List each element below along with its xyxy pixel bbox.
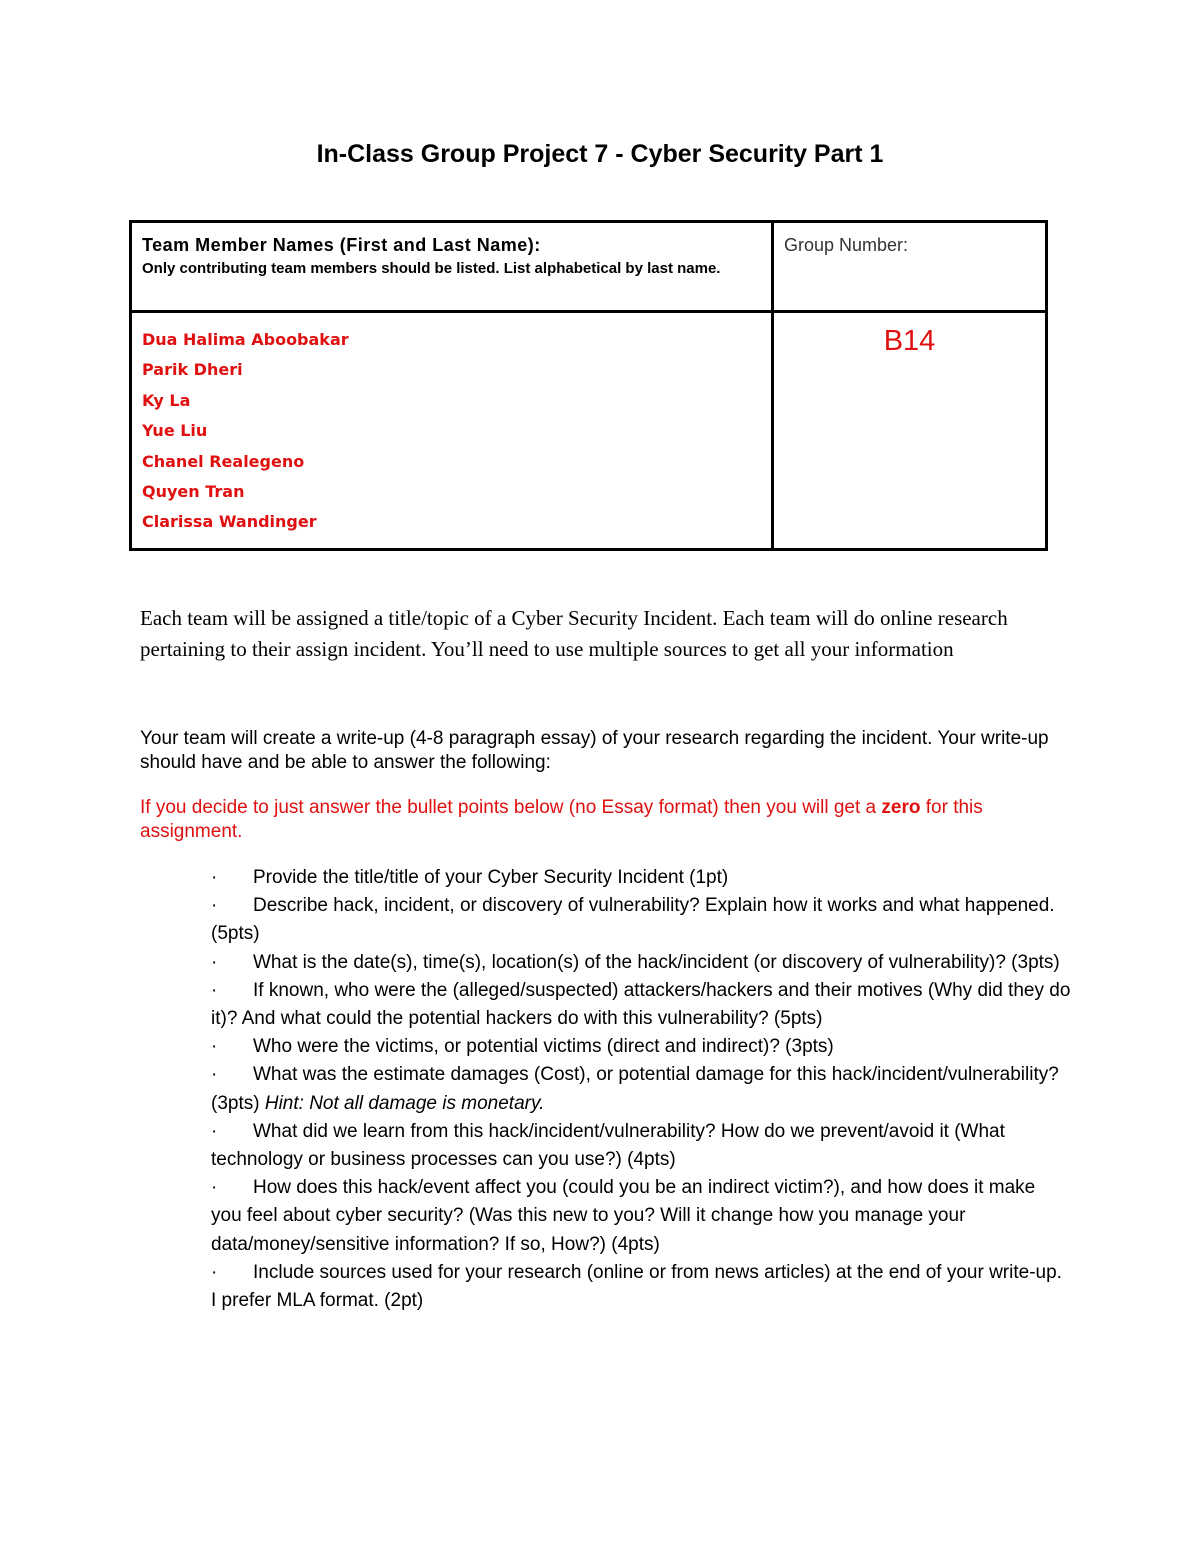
requirement-text: Who were the victims, or potential victims (direct and indirect)? (3pts) bbox=[253, 1036, 834, 1058]
requirement-text: Provide the title/title of your Cyber Security Incident (1pt) bbox=[253, 867, 729, 888]
member-name: Ky La bbox=[142, 390, 191, 410]
member-name: Dua Halima Aboobakar bbox=[142, 330, 349, 349]
requirement-text: How does this hack/event affect you (could you be an indirect victim?), and how does it make you feel about cyber security? (Was this new to you? Will it change how you manage your data/money/sensitive information? If so, How?) (4pts) bbox=[211, 1177, 1036, 1255]
requirement-text: What did we learn from this hack/incident/vulnerability? How do we prevent/avoid it (What technology or business processes can you use?) (4pts) bbox=[211, 1120, 1005, 1171]
bullet-marker: · bbox=[211, 895, 218, 917]
intro-paragraph: Each team will be assigned a title/topic of a Cyber Security Incident. Each team will do online research pertaining to their assign incident. You’ll need to use multiple sources to get all your information bbox=[140, 606, 1008, 661]
bullet-marker: · bbox=[211, 1036, 218, 1058]
requirement-item bbox=[211, 1174, 1071, 1259]
group-number-header-cell bbox=[773, 222, 1047, 312]
bullet-marker: · bbox=[211, 1177, 218, 1199]
table-header-row bbox=[131, 222, 1047, 312]
warning-paragraph bbox=[140, 796, 1070, 844]
team-members-cell bbox=[131, 312, 773, 550]
requirement-item bbox=[211, 892, 1071, 948]
requirement-text: Describe hack, incident, or discovery of vulnerability? Explain how it works and what happened. (5pts) bbox=[211, 895, 1055, 945]
bullet-marker: · bbox=[211, 1064, 218, 1086]
warning-text-end: for this assignment. bbox=[140, 797, 983, 842]
team-members-header-cell bbox=[131, 222, 773, 312]
bullet-marker: · bbox=[211, 951, 218, 973]
member-name: Quyen Tran bbox=[142, 482, 245, 502]
member-name: Parik Dheri bbox=[142, 360, 243, 380]
group-number-value: B14 bbox=[883, 325, 936, 357]
requirement-item bbox=[211, 1118, 1071, 1174]
assignment-paragraph: Your team will create a write-up (4-8 paragraph essay) of your research regarding the incident. Your write-up should have and be able to answer the following: bbox=[140, 728, 1049, 773]
requirement-text: Include sources used for your research (online or from news articles) at the end of your write-up. I prefer MLA format. (2pt) bbox=[211, 1261, 1062, 1312]
team-members-instruction: Only contributing team members should be listed. List alphabetical by last name. bbox=[142, 260, 721, 277]
bullet-marker: · bbox=[211, 1120, 218, 1142]
requirement-text: What was the estimate damages (Cost), or potential damage for this hack/incident/vulnerability? (3pts) bbox=[211, 1064, 1059, 1114]
requirement-item bbox=[211, 864, 1071, 892]
requirements-list bbox=[211, 864, 1071, 1315]
group-number-label: Group Number: bbox=[784, 235, 909, 255]
bullet-marker: · bbox=[211, 1261, 218, 1283]
bullet-marker: · bbox=[211, 867, 218, 888]
member-name: Clarissa Wandinger bbox=[142, 512, 317, 532]
team-info-table bbox=[129, 220, 1048, 551]
bullet-marker: · bbox=[211, 979, 218, 1001]
warning-text: If you decide to just answer the bullet points below (no Essay format) then you will get a bbox=[140, 797, 882, 818]
requirement-item bbox=[211, 949, 1071, 977]
requirement-item bbox=[211, 1061, 1071, 1117]
warning-emphasis: zero bbox=[881, 797, 921, 818]
table-body-row bbox=[131, 312, 1047, 550]
requirement-item bbox=[211, 1259, 1071, 1315]
requirement-item bbox=[211, 977, 1071, 1033]
requirement-text: If known, who were the (alleged/suspected) attackers/hackers and their motives (Why did they do it)? And what could the potential hackers do with this vulnerability? (5pts) bbox=[211, 979, 1071, 1030]
hint-text: Hint: Not all damage is monetary. bbox=[264, 1092, 545, 1114]
requirement-item bbox=[211, 1033, 1071, 1061]
requirement-text: What is the date(s), time(s), location(s) of the hack/incident (or discovery of vulnerability)? (3pts) bbox=[253, 951, 1060, 973]
member-name: Chanel Realegeno bbox=[142, 451, 305, 471]
page-title: In-Class Group Project 7 - Cyber Security Part 1 bbox=[316, 140, 884, 168]
team-members-heading: Team Member Names (First and Last Name): bbox=[142, 235, 541, 255]
member-list bbox=[142, 323, 761, 538]
member-name: Yue Liu bbox=[142, 421, 208, 441]
group-number-cell bbox=[773, 312, 1047, 550]
